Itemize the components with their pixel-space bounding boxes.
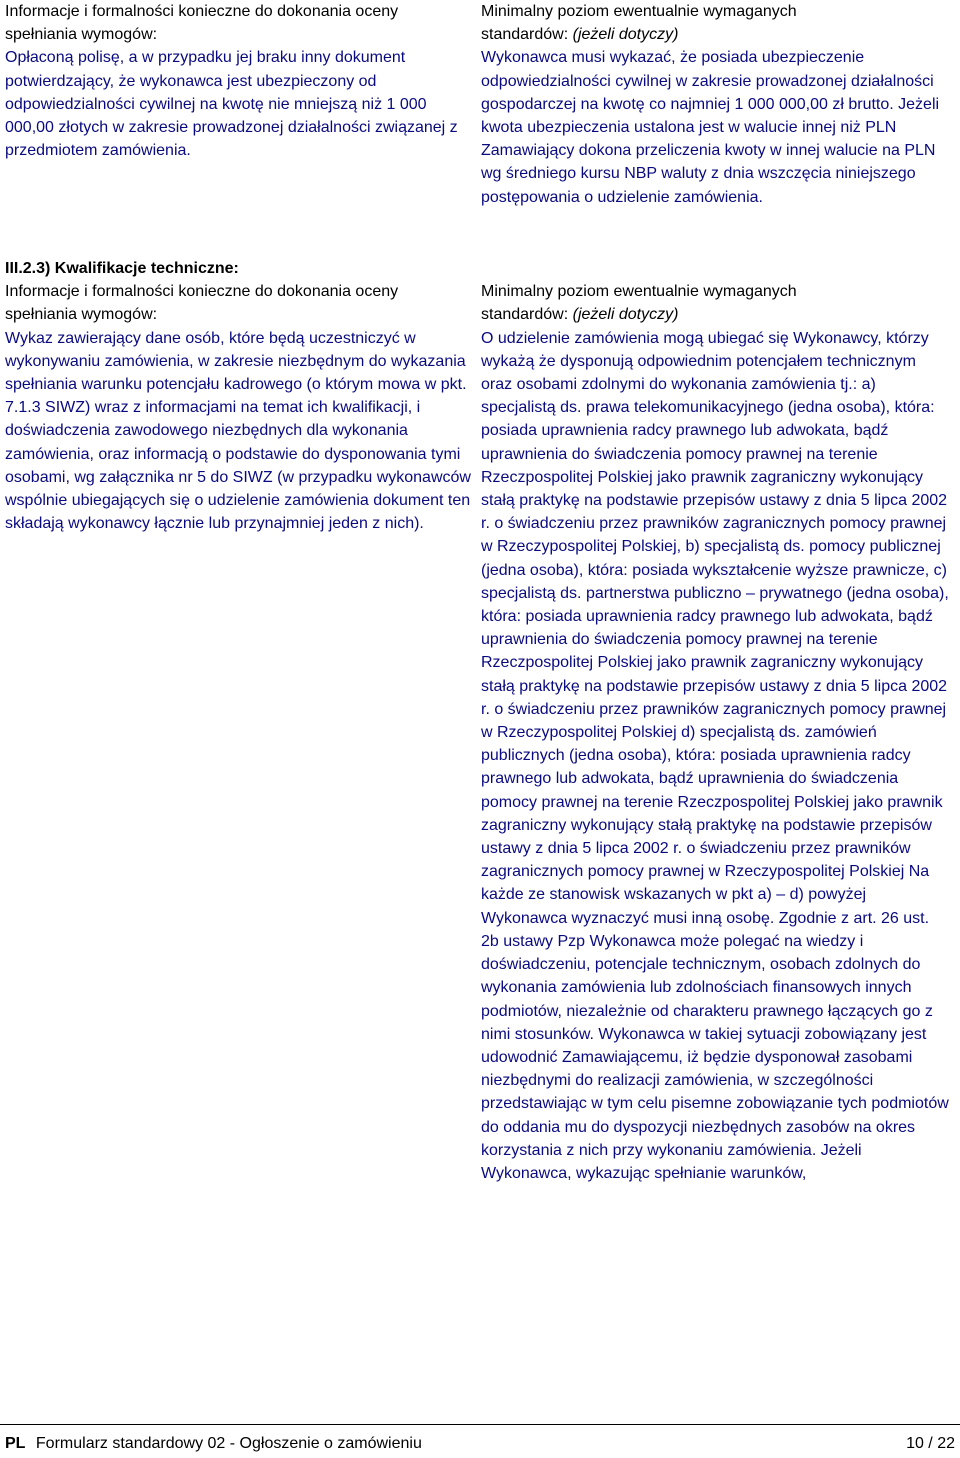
right-column-value: O udzielenie zamówienia mogą ubiegać się Wykonawcy, którzy wykażą że dysponują odpowiednim potencjałem technicznym oraz osobami zdolnymi do wykonania zamówienia tj.: a) specjalistą ds. prawa telekomunikacyjnego (jedna osoba), która: posiada uprawnienia radcy prawnego lub adwokata, bądź uprawnienia do świadczenia pomocy prawnej na terenie Rzeczpospolitej Polskiej jako prawnik zagraniczny wykonujący stałą praktykę na podstawie przepisów ustawy z dnia 5 lipca 2002 r. o świadczeniu przez prawników zagranicznych pomocy prawnej w Rzeczypospolitej Polskiej, b) specjalistą ds. pomocy publicznej (jedna osoba), która: posiada wykształcenie wyższe prawnicze, c) specjalistą ds. partnerstwa publiczno – prywatnego (jedna osoba), która: posiada uprawnienia radcy prawnego lub adwokata, bądź uprawnienia do świadczenia pomocy prawnej na terenie Rzeczpospolitej Polskiej jako prawnik zagraniczny wykonujący stałą praktykę na podstawie przepisów ustawy z dnia 5 lipca 2002 r. o świadczeniu przez prawników zagranicznych pomocy prawnej w Rzeczypospolitej Polskiej d) specjalistą ds. zamówień publicznych (jedna osoba), która: posiada uprawnienia radcy prawnego lub adwokata, bądź uprawnienia do świadczenia pomocy prawnej na terenie Rzeczpospolitej Polskiej jako prawnik zagraniczny wykonujący stałą praktykę na podstawie przepisów ustawy z dnia 5 lipca 2002 r. o świadczeniu przez prawników zagranicznych pomocy prawnej w Rzeczypospolitej Polskiej Na każde ze stanowisk wskazanych w pkt a) – d) powyżej Wykonawca wyznaczyć musi inną osobę. Zgodnie z art. 26 ust. 2b ustawy Pzp Wykonawca może polegać na wiedzy i doświadczeniu, potencjale technicznym, osobach zdolnych do wykonania zamówienia lub zdolnościach finansowych innych podmiotów, niezależnie od charakteru prawnego łączących go z nimi stosunków. Wykonawca w takiej sytuacji zobowiązany jest udowodnić Zamawiającemu, iż będzie dysponował zasobami niezbędnymi do realizacji zamówienia, w szczególności przedstawiając w tym celu pisemne zobowiązanie tych podmiotów do oddania mu do dyspozycji niezbędnych zasobów na okres korzystania z nich przy wykonaniu zamówienia. Jeżeli Wykonawca, wykazując spełnianie warunków, [481, 329, 949, 1182]
page-number: 10 / 22 [906, 1435, 955, 1452]
section-heading: III.2.3) Kwalifikacje techniczne: [5, 260, 239, 277]
right-column-value: Wykonawca musi wykazać, że posiada ubezpieczenie odpowiedzialności cywilnej w zakresie prowadzonej działalności gospodarczej na kwotę co najmniej 1 000 000,00 zł brutto. Jeżeli kwota ubezpieczenia ustalona jest w walucie innej niż PLN Zamawiający dokona przeliczenia kwoty w innej walucie na PLN wg średniego kursu NBP waluty z dnia wszczęcia niniejszego postępowania o udzielenie zamówienia. [481, 49, 940, 206]
right-column-label: Minimalny poziom ewentualnie wymaganych standardów: (jeżeli dotyczy) [481, 283, 797, 324]
left-column [5, 0, 477, 162]
right-column [481, 280, 949, 1185]
left-column-value: Opłaconą polisę, a w przypadku jej braku inny dokument potwierdzający, że wykonawca jest ubezpieczony od odpowiedzialności cywilnej na kwotę nie mniejszą niż 1 000 000,00 złotych w zakresie prowadzonej działalności związanej z przedmiotem zamówienia. [5, 49, 458, 160]
left-column-label: Informacje i formalności konieczne do dokonania oceny spełniania wymogów: [5, 3, 399, 44]
footer-divider [0, 1424, 960, 1425]
document-page [5, 0, 955, 1380]
page-footer [5, 1432, 955, 1456]
left-column [5, 280, 477, 535]
footer-language: PL [5, 1435, 26, 1452]
right-column [481, 0, 949, 209]
technical-qualifications-row [5, 280, 955, 1380]
footer-title: Formularz standardowy 02 - Ogłoszenie o zamówieniu [35, 1435, 422, 1452]
left-column-value: Wykaz zawierający dane osób, które będą uczestniczyć w wykonywaniu zamówienia, w zakresie niezbędnym do wykazania spełniania warunku potencjału kadrowego (o którym mowa w pkt. 7.1.3 SIWZ) wraz z informacjami na temat ich kwalifikacji, i doświadczenia zawodowego niezbędnych dla wykonania zamówienia, oraz informacją o podstawie do dysponowania tymi osobami, wg załącznika nr 5 do SIWZ (w przypadku wykonawców wspólnie ubiegających się o udzielenie zamówienia dokument ten składają wykonawcy łącznie lub przynajmniej jeden z nich). [5, 329, 471, 533]
right-column-label: Minimalny poziom ewentualnie wymaganych standardów: (jeżeli dotyczy) [481, 3, 797, 44]
financial-requirements-row [5, 0, 955, 250]
left-column-label: Informacje i formalności konieczne do dokonania oceny spełniania wymogów: [5, 283, 399, 324]
